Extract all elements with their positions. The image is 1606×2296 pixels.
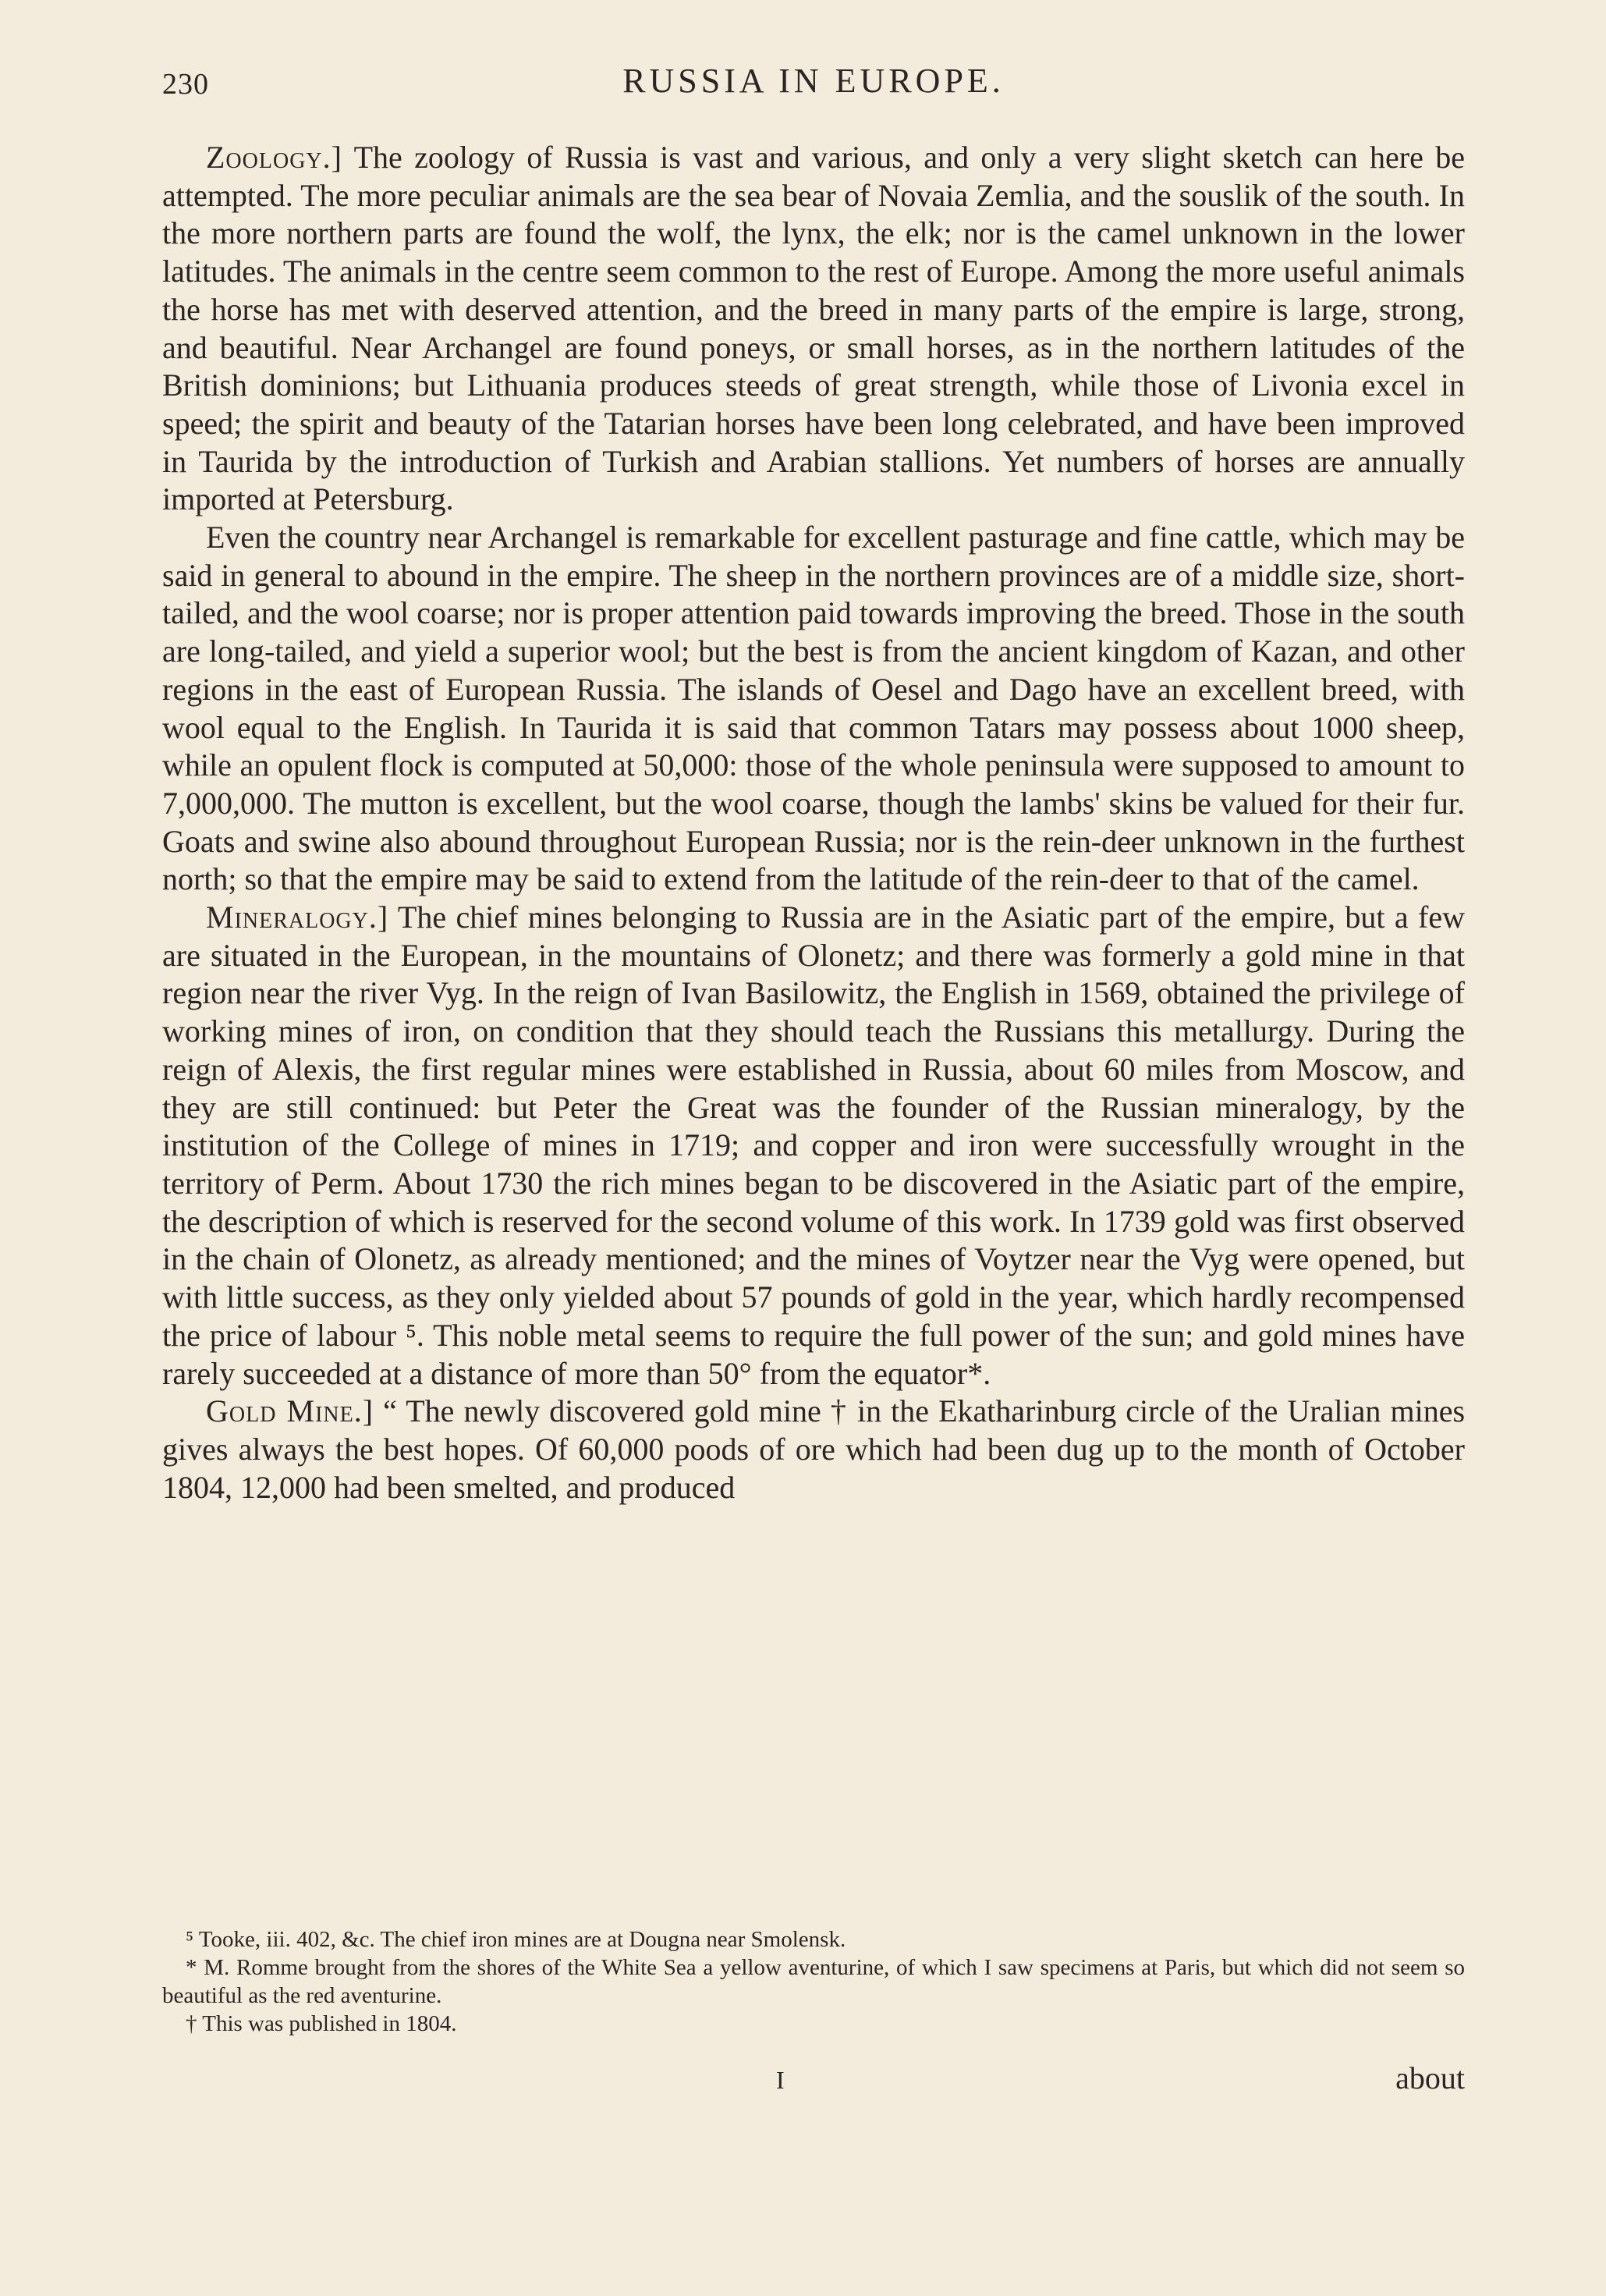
paragraph-zoology bbox=[162, 139, 1465, 519]
paragraph-text: The chief mines belonging to Russia are in the Asiatic part of the empire, but a few are situated in the European, in the mountains of Olonetz; and there was formerly a gold mine in that region near the river Vyg. In the reign of Ivan Basilowitz, the English in 1569, obtained the privilege of working mines of iron, on condition that they should teach the Russians this metallurgy. During the reign of Alexis, the first regular mines were established in Russia, about 60 miles from Moscow, and they are still continued: but Peter the Great was the founder of the Russian mineralogy, by the institution of the College of mines in 1719; and copper and iron were successfully wrought in the territory of Perm. About 1730 the rich mines began to be discovered in the Asiatic part of the empire, the description of which is reserved for the second volume of this work. In 1739 gold was first observed in the chain of Olonetz, as already mentioned; and the mines of Voytzer near the Vyg were opened, but with little success, as they only yielded about 57 pounds of gold in the year, which hardly recompensed the price of labour ⁵. This noble metal seems to require the full power of the sun; and gold mines have rarely succeeded at a distance of more than 50° from the equator*. bbox=[162, 900, 1465, 1391]
section-heading-zoology: Zoology.] bbox=[206, 140, 342, 175]
paragraph-text: “ The newly discovered gold mine † in the Ekatharinburg circle of the Uralian mines gives always the best hopes. Of 60,000 poods of ore which had been dug up to the month of October 1804, 12,000 had been smelted, and produced bbox=[162, 1393, 1466, 1505]
paragraph-mineralogy bbox=[162, 899, 1465, 1393]
signature-mark: I bbox=[776, 2066, 785, 2094]
running-head bbox=[162, 61, 1465, 115]
section-heading-mineralogy: Mineralogy.] bbox=[206, 900, 389, 935]
page-number: 230 bbox=[162, 68, 209, 101]
paragraph-text: The zoology of Russia is vast and various, and only a very slight sketch can here be attempted. The more peculiar animals are the sea bear of Novaia Zemlia, and the souslik of the south. In the more northern parts are found the wolf, the lynx, the elk; nor is the camel unknown in the lower latitudes. The animals in the centre seem common to the rest of Europe. Among the more useful animals the horse has met with deserved attention, and the breed in many parts of the empire is large, strong, and beautiful. Near Archangel are found poneys, or small horses, as in the northern latitudes of the British dominions; but Lithuania produces steeds of great strength, while those of Livonia excel in speed; the spirit and beauty of the Tatarian horses have been long celebrated, and have been improved in Taurida by the introduction of Turkish and Arabian stallions. Yet numbers of horses are annually imported at Petersburg. bbox=[162, 140, 1466, 517]
running-title: RUSSIA IN EUROPE. bbox=[622, 62, 1005, 100]
footnote-dagger: † This was published in 1804. bbox=[186, 2011, 457, 2036]
footnote-asterisk: * M. Romme brought from the shores of the White Sea a yellow aventurine, of which I saw specimens at Paris, but which did not seem so beautiful as the red aventurine. bbox=[162, 1955, 1465, 2008]
section-heading-gold-mine: Gold Mine.] bbox=[206, 1393, 374, 1429]
paragraph-text: Even the country near Archangel is remarkable for excellent pasturage and fine cattle, which may be said in general to abound in the empire. The sheep in the northern provinces are of a middle size, short-tailed, and the wool coarse; nor is proper attention paid towards improving the breed. Those in the south are long-tailed, and yield a superior wool; but the best is from the ancient kingdom of Kazan, and other regions in the east of European Russia. The islands of Oesel and Dago have an excellent breed, with wool equal to the English. In Taurida it is said that common Tatars may possess about 1000 sheep, while an opulent flock is computed at 50,000: those of the whole peninsula were supposed to amount to 7,000,000. The mutton is excellent, but the wool coarse, though the lambs' skins be valued for their fur. Goats and swine also abound throughout European Russia; nor is the rein-deer unknown in the furthest north; so that the empire may be said to extend from the latitude of the rein-deer to that of the camel. bbox=[162, 520, 1465, 897]
paragraph-gold-mine bbox=[162, 1393, 1465, 1506]
paragraph-cattle bbox=[162, 519, 1465, 899]
catchword: about bbox=[1395, 2060, 1465, 2095]
body-text bbox=[162, 139, 1465, 1506]
footnotes bbox=[162, 1925, 1465, 2038]
footnote-5: ⁵ Tooke, iii. 402, &c. The chief iron mines are at Dougna near Smolensk. bbox=[186, 1927, 846, 1952]
